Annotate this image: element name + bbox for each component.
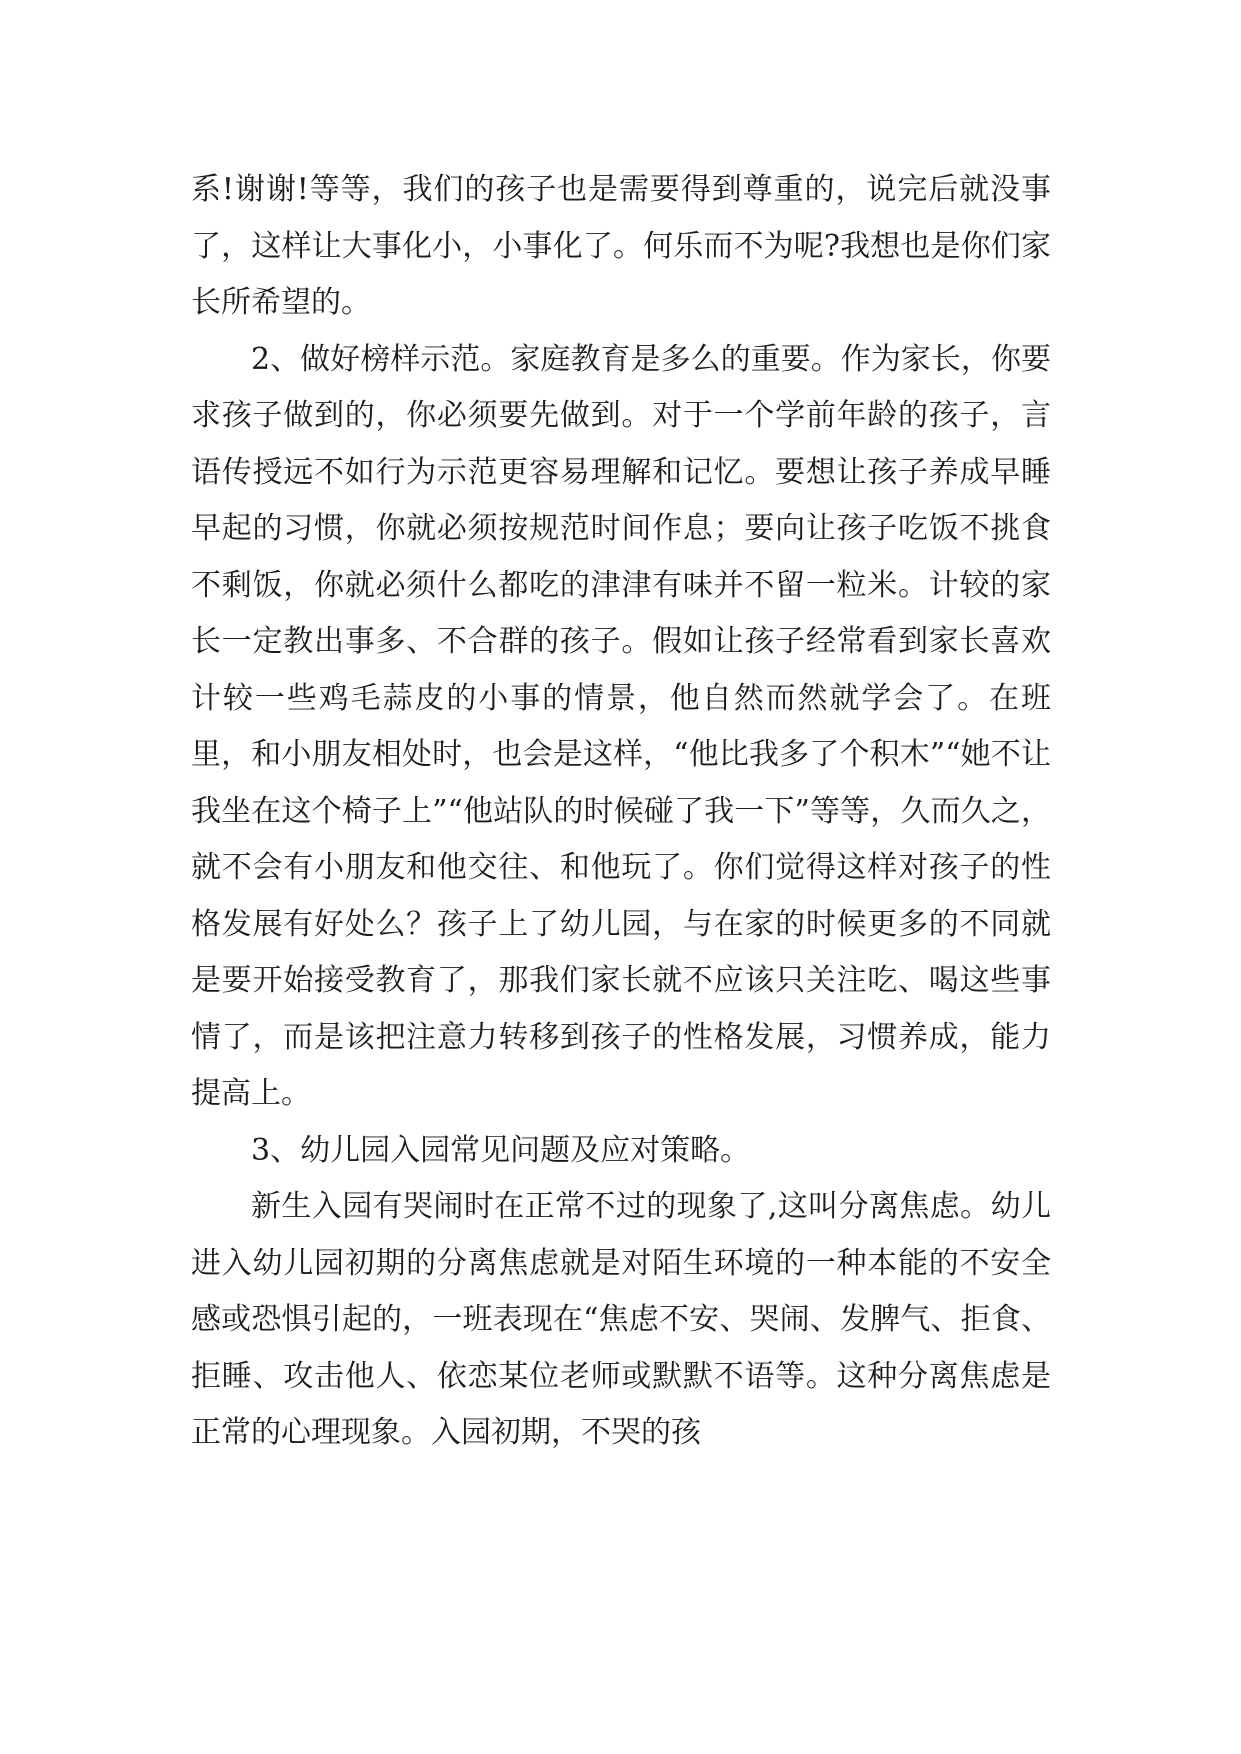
document-body (191, 162, 1051, 1462)
paragraph-1: 系!谢谢!等等，我们的孩子也是需要得到尊重的，说完后就没事了，这样让大事化小，小事化了。何乐而不为呢?我想也是你们家长所希望的。 (191, 172, 1051, 320)
paragraph-4: 新生入园有哭闹时在正常不过的现象了,这叫分离焦虑。幼儿进入幼儿园初期的分离焦虑就是对陌生环境的一种本能的不安全感或恐惧引起的，一班表现在“焦虑不安、哭闹、发脾气、拒食、拒睡、攻击他人、依恋某位老师或默默不语等。这种分离焦虑是正常的心理现象。入园初期，不哭的孩 (191, 1189, 1051, 1450)
paragraph-3: 3、幼儿园入园常见问题及应对策略。 (251, 1132, 751, 1168)
paragraph-2: 2、做好榜样示范。家庭教育是多么的重要。作为家长，你要求孩子做到的，你必须要先做到。对于一个学前年龄的孩子，言语传授远不如行为示范更容易理解和记忆。要想让孩子养成早睡早起的习惯，你就必须按规范时间作息；要向让孩子吃饭不挑食不剩饭，你就必须什么都吃的津津有味并不留一粒米。计较的家长一定教出事多、不合群的孩子。假如让孩子经常看到家长喜欢计较一些鸡毛蒜皮的小事的情景，他自然而然就学会了。在班里，和小朋友相处时，也会是这样，“他比我多了个积木”“她不让我坐在这个椅子上”“他站队的时候碰了我一下”等等，久而久之，就不会有小朋友和他交往、和他玩了。你们觉得这样对孩子的性格发展有好处么？孩子上了幼儿园，与在家的时候更多的不同就是要开始接受教育了，那我们家长就不应该只关注吃、喝这些事情了，而是该把注意力转移到孩子的性格发展，习惯养成，能力提高上。 (191, 341, 1051, 1111)
